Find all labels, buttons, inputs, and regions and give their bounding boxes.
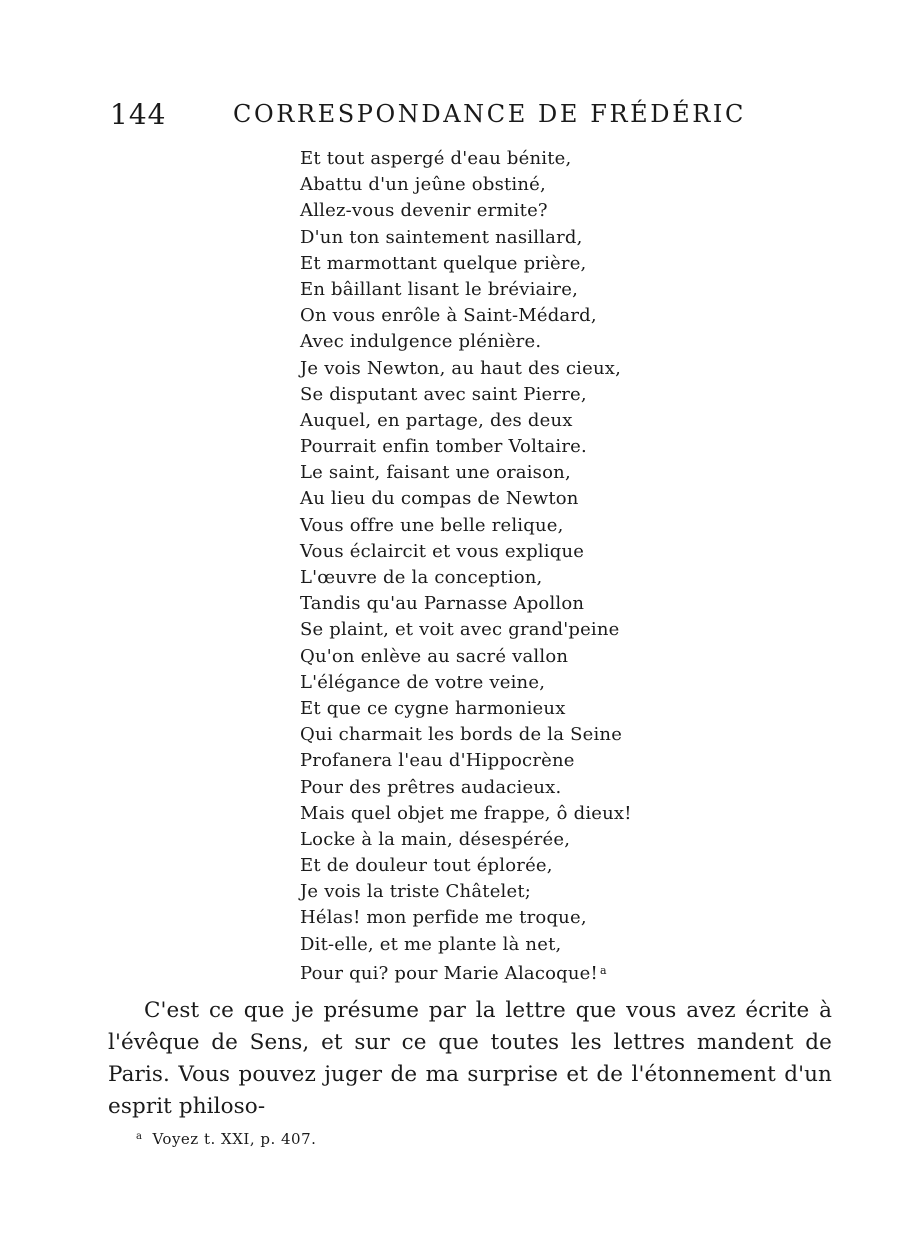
poem-line: L'élégance de votre veine, [300,671,546,693]
poem-line: Et que ce cygne harmonieux [300,697,566,719]
poem-line: Hélas! mon perfide me troque, [300,907,587,929]
poem-line: On vous enrôle à Saint-Médard, [300,305,597,327]
poem-line: Allez-vous devenir ermite? [300,200,548,222]
poem-line: Et marmottant quelque prière, [300,252,587,274]
poem-line: Mais quel objet me frappe, ô dieux! [300,802,632,824]
poem-line: Qu'on enlève au sacré vallon [300,645,569,667]
poem-line: D'un ton saintement nasillard, [300,226,583,248]
poem-line: Qui charmait les bords de la Seine [300,724,623,746]
poem-line: Vous offre une belle relique, [300,514,564,536]
poem-line: Dit-elle, et me plante là net, [300,933,562,955]
poem-line: Le saint, faisant une oraison, [300,462,571,484]
poem-line: Au lieu du compas de Newton [300,488,579,510]
poem-line: Se disputant avec saint Pierre, [300,383,587,405]
poem-line: Et tout aspergé d'eau bénite, [300,148,572,169]
poem-line: Tandis qu'au Parnasse Apollon [300,593,585,615]
prose-paragraph: C'est ce que je présume par la lettre que vous avez écrite à l'évêque de Sens, et sur ce que toutes les lettres mandent de Paris. Vous pouvez juger de ma surprise et de l'étonnement d'un esprit philoso- [108,998,832,1119]
footnote-mark: a [136,1131,143,1142]
footnote-reference: a [599,963,607,977]
poem-line: Je vois Newton, au haut des cieux, [300,357,622,379]
poem-line: Profanera l'eau d'Hippocrène [300,750,575,772]
poem-line: En bâillant lisant le bréviaire, [300,278,578,300]
prose-body [108,995,832,1123]
footnote [136,1130,316,1148]
poem-line: Je vois la triste Châtelet; [300,881,532,903]
footnote-text: Voyez t. XXI, p. 407. [152,1130,317,1148]
poem-line-text: Pour qui? pour Marie Alacoque! [300,962,598,984]
poem-line: Locke à la main, désespérée, [300,828,571,850]
poem-line: Et de douleur tout éplorée, [300,855,553,877]
poem-line: Pourrait enfin tomber Voltaire. [300,436,587,458]
poem-line: L'œuvre de la conception, [300,567,543,588]
poem-line: Auquel, en partage, des deux [300,409,573,431]
poem-line [300,958,632,984]
poem-line: Pour des prêtres audacieux. [300,776,562,798]
poem-line: Avec indulgence plénière. [300,331,542,353]
page-number: 144 [110,98,167,131]
running-title: CORRESPONDANCE DE FRÉDÉRIC [233,100,746,128]
poem-line: Vous éclaircit et vous explique [300,540,585,562]
poem [300,146,632,984]
poem-line: Se plaint, et voit avec grand'peine [300,619,620,641]
poem-line: Abattu d'un jeûne obstiné, [300,174,546,196]
